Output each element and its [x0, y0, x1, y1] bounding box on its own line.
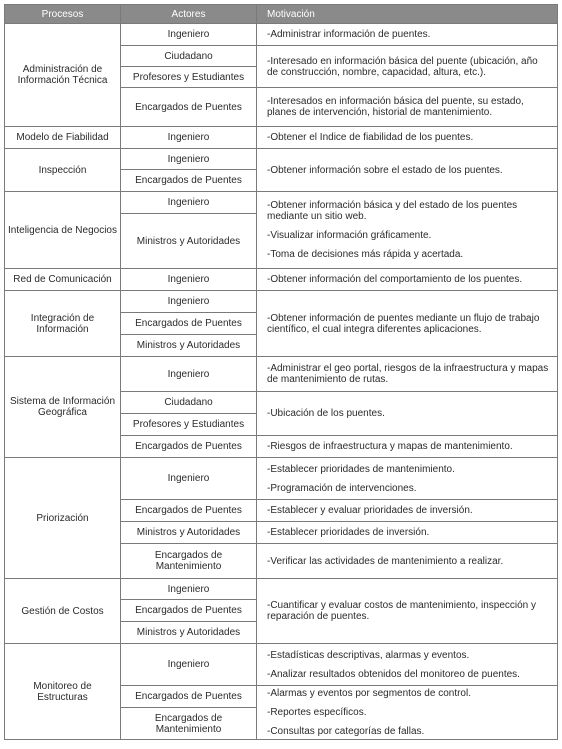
motivation-cell: [257, 127, 558, 149]
table-row: [5, 24, 558, 46]
table-row: [5, 291, 558, 313]
actor-cell: Ingeniero: [121, 269, 257, 291]
actor-cell: Encargados de Puentes: [121, 170, 257, 192]
motivation-item: -Cuantificar y evaluar costos de mantenimiento, inspección y reparación de puentes.: [267, 600, 537, 622]
actor-cell: Ingeniero: [121, 291, 257, 313]
motivation-item: -Interesados en información básica del puente, su estado, planes de intervención, historial de mantenimiento.: [267, 96, 524, 118]
motivation-item: -Estadísticas descriptivas, alarmas y eventos.: [267, 649, 470, 661]
motivation-cell: [257, 544, 558, 579]
process-cell: Administración de Información Técnica: [5, 24, 121, 127]
process-cell: Inspección: [5, 149, 121, 192]
actor-cell: Ingeniero: [121, 192, 257, 214]
process-actor-table: [4, 4, 558, 740]
table-row: [5, 579, 558, 600]
actor-cell: Ministros y Autoridades: [121, 214, 257, 269]
process-cell: Integración de Información: [5, 291, 121, 357]
motivation-cell: [257, 392, 558, 436]
motivation-item: -Alarmas y eventos por segmentos de control.: [267, 688, 471, 699]
header-processes: Procesos: [5, 5, 121, 24]
process-cell: Modelo de Fiabilidad: [5, 127, 121, 149]
process-cell: Monitoreo de Estructuras: [5, 644, 121, 740]
actor-cell: Ingeniero: [121, 127, 257, 149]
process-cell: Priorización: [5, 458, 121, 579]
actor-cell: Ingeniero: [121, 24, 257, 46]
motivation-cell: [257, 88, 558, 127]
process-cell: Sistema de Información Geográfica: [5, 357, 121, 458]
actor-cell: Ciudadano: [121, 46, 257, 67]
motivation-item: -Obtener el Indice de fiabilidad de los puentes.: [267, 132, 474, 143]
motivation-item: -Obtener información del comportamiento de los puentes.: [267, 274, 523, 285]
motivation-cell: [257, 24, 558, 46]
motivation-cell: [257, 522, 558, 544]
actor-cell: Encargados de Puentes: [121, 313, 257, 335]
motivation-item: -Establecer prioridades de mantenimiento.: [267, 463, 455, 475]
actor-cell: Encargados de Puentes: [121, 88, 257, 127]
motivation-cell: [257, 269, 558, 291]
motivation-item: -Visualizar información gráficamente.: [267, 230, 432, 241]
table-header: [5, 5, 558, 24]
actor-cell: Encargados de Mantenimiento: [121, 708, 257, 740]
actor-cell: Ingeniero: [121, 579, 257, 600]
motivation-item: -Establecer prioridades de inversión.: [267, 527, 430, 538]
motivation-cell: [257, 458, 558, 500]
actor-cell: Ministros y Autoridades: [121, 335, 257, 357]
actor-cell: Ingeniero: [121, 458, 257, 500]
motivation-item: -Establecer y evaluar prioridades de inversión.: [267, 505, 473, 516]
motivation-item: -Ubicación de los puentes.: [267, 408, 385, 419]
motivation-item: -Obtener información básica y del estado de los puentes mediante un sitio web.: [267, 200, 518, 222]
table-row: [5, 644, 558, 686]
actor-cell: Ingeniero: [121, 644, 257, 686]
actor-cell: Encargados de Puentes: [121, 600, 257, 622]
motivation-cell: [257, 579, 558, 644]
motivation-item: -Programación de intervenciones.: [267, 482, 417, 494]
actor-cell: Profesores y Estudiantes: [121, 67, 257, 88]
motivation-item: -Verificar las actividades de mantenimiento a realizar.: [267, 555, 504, 567]
process-cell: Gestión de Costos: [5, 579, 121, 644]
table-row: [5, 192, 558, 214]
motivation-item: -Interesado en información básica del puente (ubicación, año de construcción, nombre, capacidad, altura, etc.).: [267, 55, 538, 78]
motivation-cell: [257, 686, 558, 740]
table-row: [5, 458, 558, 500]
actor-cell: Encargados de Puentes: [121, 500, 257, 522]
actor-cell: Encargados de Puentes: [121, 436, 257, 458]
actor-cell: Ingeniero: [121, 149, 257, 170]
actor-cell: Profesores y Estudiantes: [121, 414, 257, 436]
table-row: [5, 269, 558, 291]
motivation-item: -Analizar resultados obtenidos del monitoreo de puentes.: [267, 668, 520, 680]
header-row: [5, 5, 558, 24]
table-body: [5, 24, 558, 740]
motivation-item: -Consultas por categorías de fallas.: [267, 726, 425, 737]
motivation-cell: [257, 436, 558, 458]
header-actors: Actores: [121, 5, 257, 24]
motivation-item: -Reportes específicos.: [267, 707, 367, 718]
actor-cell: Ciudadano: [121, 392, 257, 414]
motivation-item: -Toma de decisiones más rápida y acertada.: [267, 249, 464, 260]
actor-cell: Ministros y Autoridades: [121, 622, 257, 644]
motivation-cell: [257, 149, 558, 192]
motivation-cell: [257, 644, 558, 686]
process-cell: Inteligencia de Negocios: [5, 192, 121, 269]
header-motivation: Motivación: [257, 5, 558, 24]
actor-cell: Encargados de Puentes: [121, 686, 257, 708]
actor-cell: Encargados de Mantenimiento: [121, 544, 257, 579]
motivation-item: -Obtener información de puentes mediante un flujo de trabajo científico, el cual integra diferentes aplicaciones.: [267, 312, 540, 335]
motivation-item: -Riesgos de infraestructura y mapas de mantenimiento.: [267, 441, 513, 452]
table-row: [5, 127, 558, 149]
actor-cell: Ministros y Autoridades: [121, 522, 257, 544]
motivation-cell: [257, 357, 558, 392]
motivation-cell: [257, 291, 558, 357]
table-row: [5, 149, 558, 170]
motivation-cell: [257, 46, 558, 88]
motivation-item: -Administrar el geo portal, riesgos de la infraestructura y mapas de mantenimiento de rutas.: [267, 363, 549, 385]
motivation-cell: [257, 192, 558, 269]
actor-cell: Ingeniero: [121, 357, 257, 392]
motivation-item: -Obtener información sobre el estado de los puentes.: [267, 164, 503, 176]
motivation-cell: [257, 500, 558, 522]
process-cell: Red de Comunicación: [5, 269, 121, 291]
motivation-item: -Administrar información de puentes.: [267, 29, 431, 40]
table-row: [5, 357, 558, 392]
